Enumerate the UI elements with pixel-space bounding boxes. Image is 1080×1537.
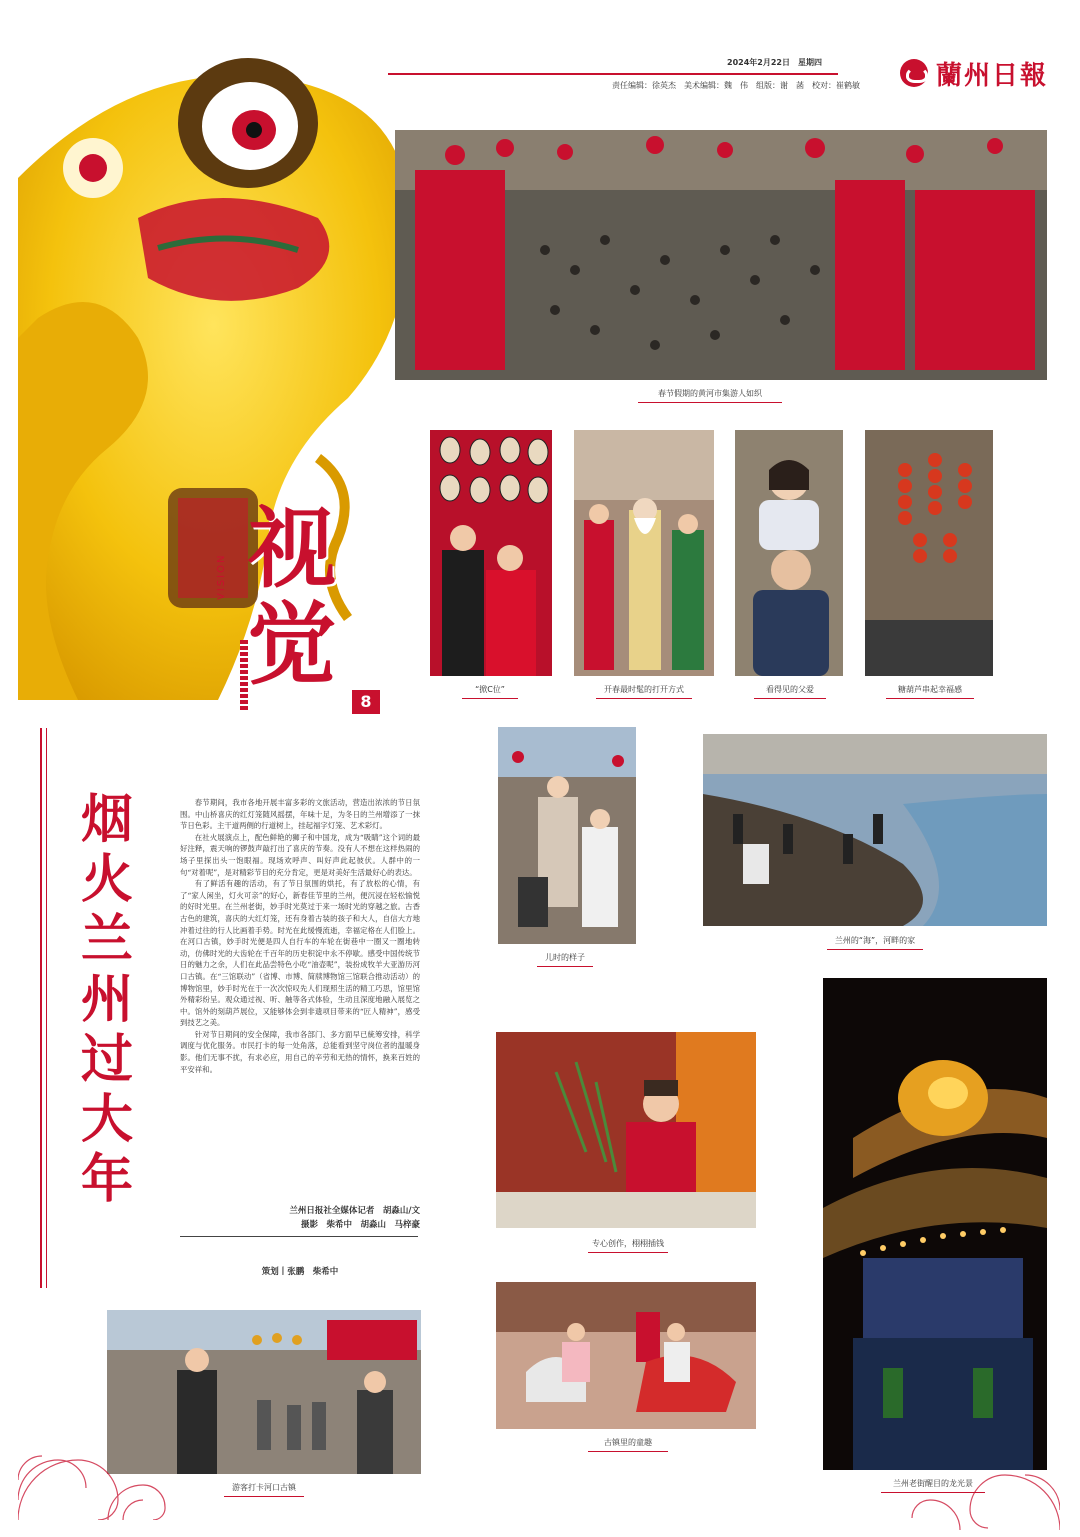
- auspicious-clouds-left: [18, 1360, 178, 1520]
- section-title: [248, 496, 338, 696]
- editorial-credits: 责任编辑：徐英杰 美术编辑：魏 伟 组版：谢 菡 校对：崔鹤敏: [612, 81, 860, 90]
- caption-huanghe-market: 春节假期的黄河市集游人如织: [620, 388, 800, 403]
- caption-father-love: 看得见的父爱: [745, 684, 835, 699]
- caption-ancient-town-fun: 古镇里的童趣: [578, 1437, 678, 1452]
- headline: 烟火兰州过大年: [80, 789, 133, 1210]
- byline-photographers: 摄影 柴希中 胡淼山 马梓豪: [300, 1220, 420, 1230]
- c-position-photo: [430, 430, 552, 676]
- craftsman-illustration: [496, 1032, 756, 1228]
- planning-credit: 策划丨张鹏 柴希中: [261, 1267, 339, 1277]
- caption-candied-haws: 糖葫芦串起幸福感: [875, 684, 985, 699]
- caption-spring-opening: 开春最时髦的打开方式: [584, 684, 704, 699]
- candied-haws-photo: [865, 430, 993, 676]
- caption-hekou-checkin: 游客打卡河口古镇: [214, 1482, 314, 1497]
- logo-text: 蘭州日報: [936, 60, 1049, 91]
- left-rule-1: [40, 728, 42, 1288]
- section-title-line1: 视: [248, 496, 337, 600]
- candied-haws-illustration: [865, 430, 993, 676]
- article-paragraph: 春节期间，我市各地开展丰富多彩的文旅活动，营造出浓浓的节日氛围。中山桥喜庆的红灯笼随风摇摆，年味十足，为冬日的兰州增添了一抹节日色彩。主干道两侧的行道树上，挂起福字灯笼、艺术彩灯。: [180, 798, 420, 831]
- father-child-illustration: [735, 430, 843, 676]
- dragon-light-photo: [823, 978, 1047, 1470]
- huanghe-market-photo: [395, 130, 1047, 380]
- market-crowd-illustration: [395, 130, 1047, 380]
- issue-date: 2024年2月22日 星期四: [727, 58, 822, 67]
- byline-rule: [180, 1236, 418, 1237]
- section-english: VISION: [216, 553, 227, 600]
- caption-focused-creation: 专心创作，栩栩插钱: [578, 1238, 678, 1253]
- caption-c-position: “掀C位”: [455, 684, 525, 699]
- street-family-illustration: [498, 727, 636, 944]
- article-paragraph: 有了鲜活有趣的活动，有了节日氛围的烘托，有了放松的心情，有了“家人闲坐，灯火可亲”的好心，新春佳节里的兰州，便沉浸在轻松愉悦的好时光里。在兰州老街，妙手时光莫过于来一场时光的穿越之旅。古香古色的建筑，喜庆的大红灯笼，还有身着古装的孩子和大人，自信大方地冲着过往的行人比画着手势。时光在此缓慢流逝，幸福定格在人们脸上。在河口古镇，妙手时光便是四人自行车的车轮在街巷中一圈又一圈地转动，仿佛时光的大齿轮在千百年的历史积淀中永不停歇。感受中国传统节日的魅力之余，人们在此品尝特色小吃“油壶呢”，装扮成牧羊大亚游历河口古镇。在“三馆联动”（省博、市博、简牍博物馆三馆联合推动活动）的博物馆里，妙手时光在于一次次惊叹先人们现照生活的精工巧思，馆里馆外精彩纷呈。观众通过视、听、触等各式体验，生动且深度地融入展览之中。馆外的刻葫芦展位，又能够体会到非遗项目带来的“匠人精神”，感受到技艺之美。: [180, 879, 420, 1028]
- childhood-photo: [498, 727, 636, 944]
- father-love-photo: [735, 430, 843, 676]
- header-rule: [388, 73, 838, 75]
- article-paragraph: 针对节日期间的安全保障，我市各部门、多方面早已統筹安排，科学调度与优化服务。市民打卡的每一处角落，总能看到坚守岗位者的温暖身影。他们无事不扰，有求必应，用自己的辛劳和无热的情怀，换来百姓的平安祥和。: [180, 1029, 420, 1074]
- logo-emblem-icon: [900, 59, 928, 87]
- page-number: 8: [352, 690, 380, 714]
- byline: [180, 1204, 420, 1232]
- costume-parade-illustration: [574, 430, 714, 676]
- river-bank-illustration: [703, 734, 1047, 926]
- article-paragraph: 在社火展演点上，配色鲜艳的狮子和中国龙，成为“吸睛”这个词的最好注释，震天响的锣鼓声敲打出了喜庆的节奏。没有人不想在这样热闹的场子里探出头一饱眼福。现场欢呼声、叫好声此起彼伏。人群中的一句“对着呢”，是对精彩节目的充分肯定，更是对美好生活最好心的表达。: [180, 832, 420, 877]
- left-rule-2: [46, 728, 47, 1288]
- spring-opening-photo: [574, 430, 714, 676]
- ancient-town-fun-photo: [496, 1282, 756, 1429]
- opera-masks-illustration: [430, 430, 552, 676]
- article-body: [180, 797, 420, 1075]
- carousel-ride-illustration: [496, 1282, 756, 1429]
- pagoda-lights-illustration: [823, 978, 1047, 1470]
- caption-childhood: 儿时的样子: [530, 952, 600, 967]
- lanzhou-sea-photo: [703, 734, 1047, 926]
- focused-creation-photo: [496, 1032, 756, 1228]
- section-title-line2: 觉: [248, 592, 337, 696]
- newspaper-logo: [900, 55, 1050, 91]
- caption-dragon-light: 兰州老街醒目的龙光景: [868, 1478, 998, 1493]
- auspicious-clouds-right: [900, 1440, 1060, 1530]
- byline-author: 兰州日报社全媒体记者 胡淼山/文: [289, 1206, 420, 1216]
- section-bar-decoration: [240, 640, 248, 710]
- caption-lanzhou-sea: 兰州的“海”，河畔的家: [815, 935, 935, 950]
